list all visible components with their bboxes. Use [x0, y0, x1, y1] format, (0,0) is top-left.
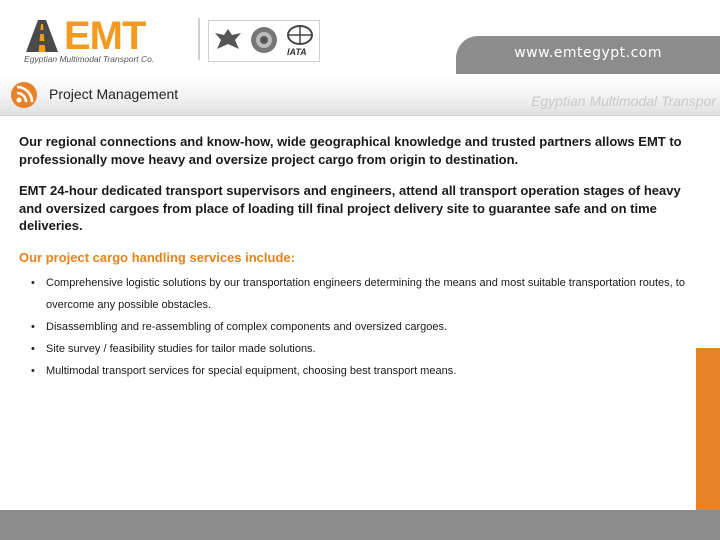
list-item: [19, 360, 691, 382]
bullet-icon: •: [31, 364, 35, 377]
logo-wordmark: EMT: [64, 14, 146, 58]
main-content: [19, 133, 691, 382]
iata-globe-icon: [287, 25, 313, 45]
orange-accent-strip: [696, 348, 720, 510]
page-title: Project Management: [49, 86, 179, 102]
website-tab: [456, 36, 720, 74]
fiata-seal-icon: [249, 25, 279, 55]
logo-subtitle: Egyptian Multimodal Transport Co.: [24, 54, 155, 64]
header-divider: [198, 18, 200, 60]
intro-paragraph: Our regional connections and know-how, wide geographical knowledge and trusted partners allows EMT to professionally move heavy and oversize project cargo from origin to destination.: [19, 134, 682, 167]
header: [0, 0, 720, 75]
list-item: [19, 316, 691, 338]
emt-logo[interactable]: [22, 14, 187, 66]
partner-logos: [208, 20, 320, 62]
eagle-emblem-icon: [213, 25, 243, 55]
watermark-text: Egyptian Multimodal Transpor: [531, 93, 716, 109]
bullet-icon: •: [31, 342, 35, 355]
bullet-icon: •: [31, 276, 35, 289]
footer-bar: [0, 510, 720, 540]
title-bar: [0, 75, 720, 116]
iata-label: IATA: [287, 47, 307, 57]
road-logo-icon: [22, 18, 62, 54]
service-text: Multimodal transport services for special equipment, choosing best transport means.: [46, 364, 457, 377]
service-text: Disassembling and re-assembling of complex components and oversized cargoes.: [46, 320, 448, 333]
services-list: [19, 272, 691, 382]
list-item: [19, 272, 691, 316]
services-heading: Our project cargo handling services include:: [19, 249, 295, 265]
supervisors-paragraph: EMT 24-hour dedicated transport supervisors and engineers, attend all transport operation stages of heavy and oversized cargoes from place of loading till final project delivery site to guarantee safe and on time deliveries.: [19, 183, 681, 233]
service-text: Comprehensive logistic solutions by our transportation engineers determining the means and most suitable transportation routes, to overcome any possible obstacles.: [46, 276, 685, 311]
bullet-icon: •: [31, 320, 35, 333]
website-link[interactable]: www.emtegypt.com: [514, 45, 662, 61]
service-text: Site survey / feasibility studies for tailor made solutions.: [46, 342, 316, 355]
list-item: [19, 338, 691, 360]
rss-feed-icon: [10, 81, 38, 109]
